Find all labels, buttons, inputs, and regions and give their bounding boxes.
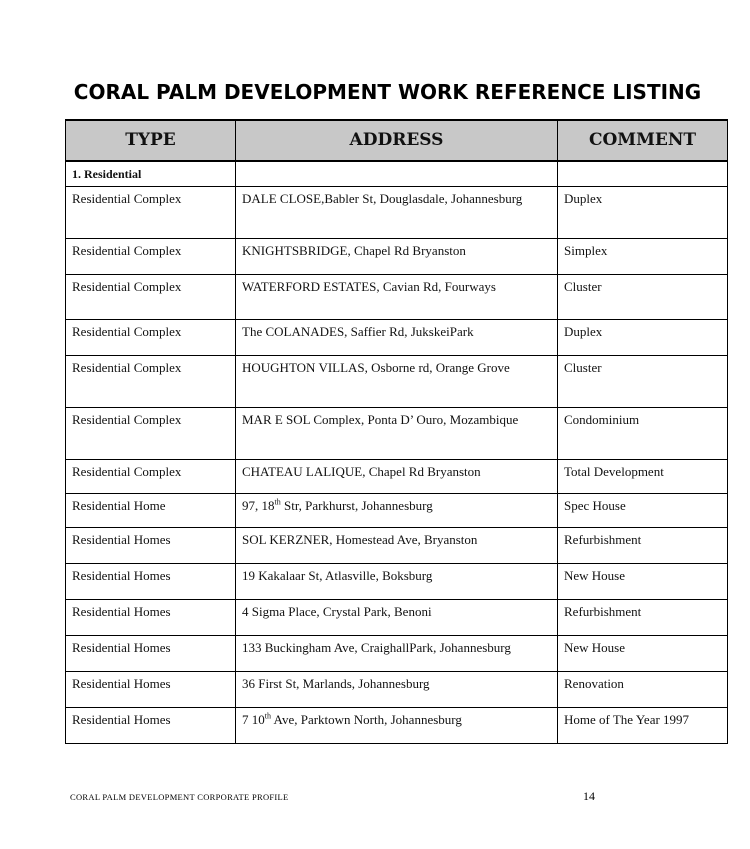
type-cell: Residential Home: [66, 494, 236, 528]
address-cell: DALE CLOSE,Babler St, Douglasdale, Johannesburg: [236, 187, 558, 239]
comment-cell: New House: [558, 636, 728, 672]
comment-cell: Total Development: [558, 460, 728, 494]
address-cell: 36 First St, Marlands, Johannesburg: [236, 672, 558, 708]
table-row: [66, 494, 728, 528]
type-cell: Residential Homes: [66, 672, 236, 708]
type-cell: Residential Homes: [66, 600, 236, 636]
address-text: Ave, Parktown North, Johannesburg: [270, 712, 462, 727]
address-cell: CHATEAU LALIQUE, Chapel Rd Bryanston: [236, 460, 558, 494]
section-row: [66, 161, 728, 187]
comment-cell: Home of The Year 1997: [558, 708, 728, 744]
type-cell: Residential Complex: [66, 187, 236, 239]
address-cell: [236, 708, 558, 744]
comment-cell: Refurbishment: [558, 528, 728, 564]
page-title: CORAL PALM DEVELOPMENT WORK REFERENCE LISTING: [73, 80, 702, 104]
comment-cell: Cluster: [558, 356, 728, 408]
section-label: 1. Residential: [72, 167, 142, 181]
type-cell: Residential Homes: [66, 564, 236, 600]
address-cell: MAR E SOL Complex, Ponta D’ Ouro, Mozambique: [236, 408, 558, 460]
type-cell: Residential Complex: [66, 320, 236, 356]
address-cell: [236, 494, 558, 528]
address-text: Str, Parkhurst, Johannesburg: [280, 498, 433, 513]
table-header-row: [66, 120, 728, 161]
table-row: [66, 275, 728, 320]
ordinal-suffix: th: [274, 497, 281, 507]
page-number: 14: [583, 789, 595, 803]
header-type: TYPE: [66, 120, 236, 161]
address-cell: 133 Buckingham Ave, CraighallPark, Johannesburg: [236, 636, 558, 672]
type-cell: Residential Homes: [66, 528, 236, 564]
comment-cell: Cluster: [558, 275, 728, 320]
comment-cell: Duplex: [558, 320, 728, 356]
address-cell: WATERFORD ESTATES, Cavian Rd, Fourways: [236, 275, 558, 320]
address-cell: HOUGHTON VILLAS, Osborne rd, Orange Grove: [236, 356, 558, 408]
address-cell: 4 Sigma Place, Crystal Park, Benoni: [236, 600, 558, 636]
address-text: 7 10: [242, 712, 265, 727]
address-cell: KNIGHTSBRIDGE, Chapel Rd Bryanston: [236, 239, 558, 275]
footer-text: CORAL PALM DEVELOPMENT CORPORATE PROFILE: [70, 792, 289, 802]
comment-cell: Refurbishment: [558, 600, 728, 636]
table-row: [66, 600, 728, 636]
empty-cell: [558, 161, 728, 187]
table-row: [66, 408, 728, 460]
type-cell: Residential Complex: [66, 460, 236, 494]
ordinal-suffix: th: [264, 711, 271, 721]
comment-cell: Duplex: [558, 187, 728, 239]
comment-cell: Spec House: [558, 494, 728, 528]
reference-table: [65, 119, 728, 744]
address-cell: The COLANADES, Saffier Rd, JukskeiPark: [236, 320, 558, 356]
type-cell: Residential Homes: [66, 636, 236, 672]
type-cell: Residential Complex: [66, 356, 236, 408]
table-row: [66, 460, 728, 494]
header-address: ADDRESS: [236, 120, 558, 161]
address-text: 97, 18: [242, 498, 275, 513]
table-row: [66, 528, 728, 564]
header-comment: COMMENT: [558, 120, 728, 161]
type-cell: Residential Homes: [66, 708, 236, 744]
table-row: [66, 356, 728, 408]
section-cell: [66, 161, 236, 187]
type-cell: Residential Complex: [66, 408, 236, 460]
table-row: [66, 564, 728, 600]
address-cell: 19 Kakalaar St, Atlasville, Boksburg: [236, 564, 558, 600]
comment-cell: New House: [558, 564, 728, 600]
comment-cell: Condominium: [558, 408, 728, 460]
comment-cell: Simplex: [558, 239, 728, 275]
table-row: [66, 672, 728, 708]
address-cell: SOL KERZNER, Homestead Ave, Bryanston: [236, 528, 558, 564]
empty-cell: [236, 161, 558, 187]
type-cell: Residential Complex: [66, 239, 236, 275]
comment-cell: Renovation: [558, 672, 728, 708]
table-row: [66, 708, 728, 744]
type-cell: Residential Complex: [66, 275, 236, 320]
table-row: [66, 239, 728, 275]
table-row: [66, 187, 728, 239]
table-row: [66, 636, 728, 672]
table-row: [66, 320, 728, 356]
